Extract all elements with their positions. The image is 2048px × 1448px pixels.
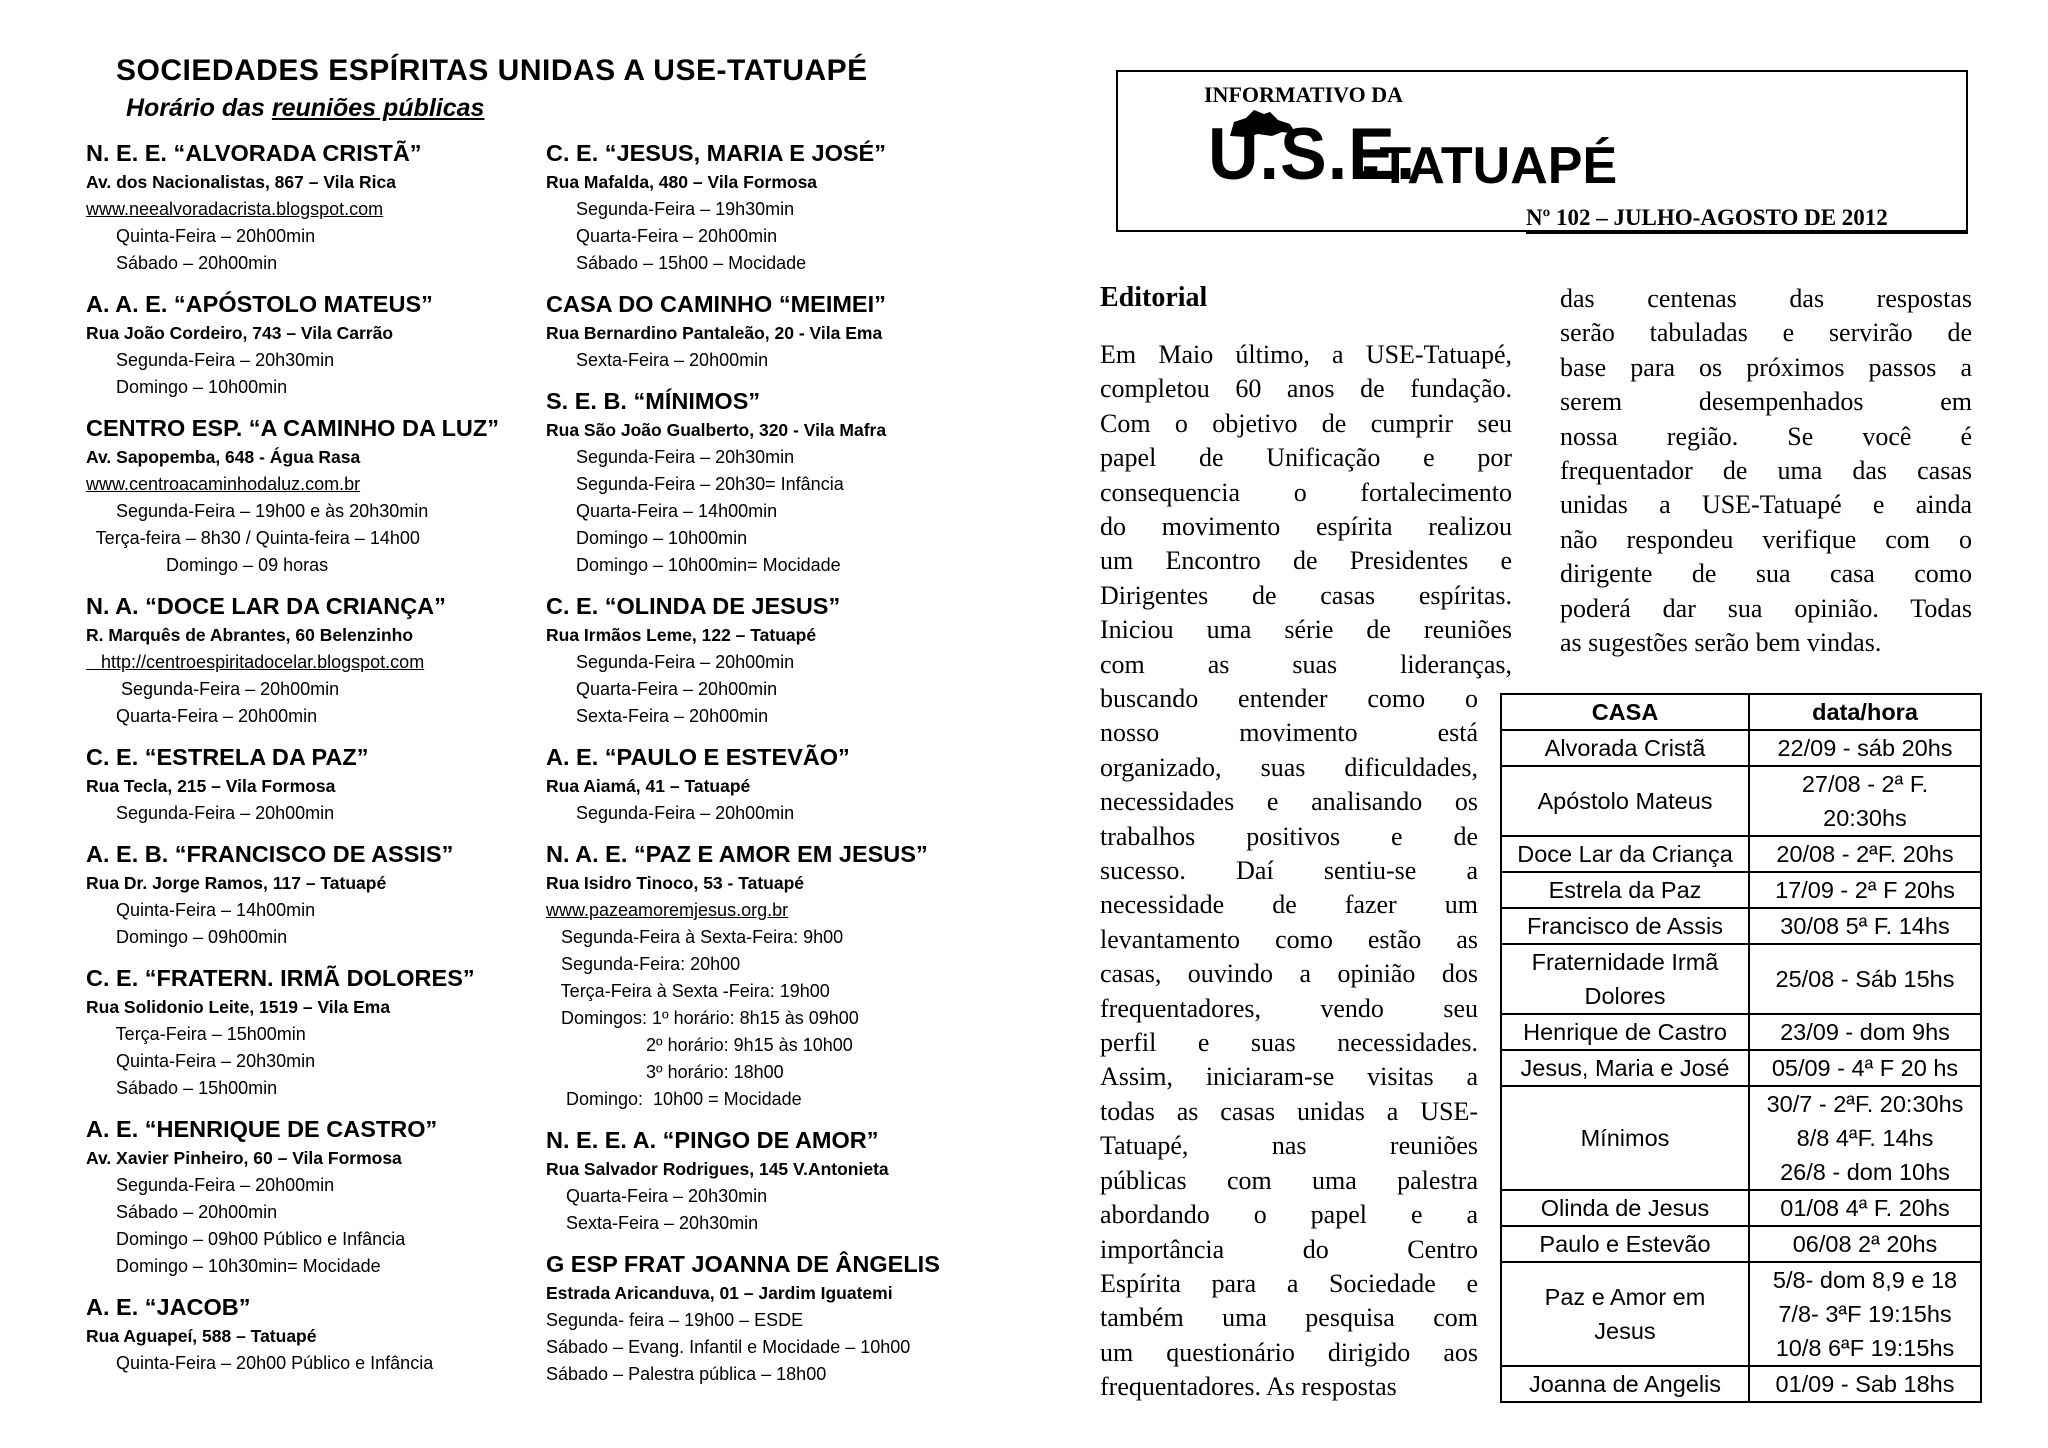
schedule-line: Segunda-Feira – 19h30min [546, 199, 795, 219]
logo-tatuape: -TATUAPÉ [1362, 137, 1618, 195]
table-header-row [1501, 694, 1981, 730]
cell-casa-line: Paz e Amor em [1544, 1284, 1706, 1310]
cell-casa [1501, 872, 1749, 908]
cell-casa-line: Henrique de Castro [1523, 1019, 1727, 1045]
page-subtitle [126, 94, 484, 123]
editorial-line: serão tabuladas e servirão de [1560, 318, 1972, 348]
editorial-line: trabalhos positivos e de [1100, 821, 1478, 851]
cell-data-line: 22/09 - sáb 20hs [1777, 735, 1953, 761]
editorial-line: consequencia o fortalecimento [1100, 477, 1512, 507]
editorial-heading: Editorial [1100, 282, 1208, 313]
editorial-line: Com o objetivo de cumprir seu [1100, 408, 1512, 438]
society-name: C. E. “ESTRELA DA PAZ” [86, 744, 369, 770]
schedule-line: Segunda-Feira: 20h00 [546, 954, 741, 974]
schedule-line: Domingo – 10h00min [86, 377, 288, 397]
society-url: www.pazeamoremjesus.org.br [546, 900, 789, 920]
cell-casa-line: Apóstolo Mateus [1537, 788, 1713, 814]
table-row [1501, 1050, 1981, 1086]
cell-data-line: 23/09 - dom 9hs [1780, 1019, 1950, 1045]
subtitle-prefix: Horário das [126, 94, 272, 122]
cell-data-line: 25/08 - Sáb 15hs [1775, 966, 1955, 992]
schedule-line: Domingo – 09 horas [86, 555, 329, 575]
society-name: N. E. E. A. “PINGO DE AMOR” [546, 1127, 879, 1153]
society-address: Rua Irmãos Leme, 122 – Tatuapé [546, 625, 817, 645]
society-address: Rua São João Gualberto, 320 - Vila Mafra [546, 420, 887, 440]
schedule-line: Quarta-Feira – 20h30min [546, 1186, 768, 1206]
schedule-line: Quinta-Feira – 20h00min [86, 226, 316, 246]
schedule-line: Quinta-Feira – 14h00min [86, 900, 316, 920]
schedule-line: Segunda-Feira – 19h00 e às 20h30min [86, 501, 429, 521]
society-address: Rua Bernardino Pantaleão, 20 - Vila Ema [546, 323, 883, 343]
schedule-line: Quinta-Feira – 20h00 Público e Infância [86, 1353, 434, 1373]
editorial-line: sucesso. Daí sentiu-se a [1100, 856, 1478, 886]
society-address: Av. dos Nacionalistas, 867 – Vila Rica [86, 172, 396, 192]
table-row [1501, 836, 1981, 872]
schedule-line: Sexta-Feira – 20h00min [546, 350, 769, 370]
cell-data-hora [1749, 766, 1981, 836]
logo-use: U.S.E. [1208, 113, 1417, 195]
cell-data-line: 17/09 - 2ª F 20hs [1775, 877, 1955, 903]
cell-casa-line: Joanna de Angelis [1528, 1371, 1722, 1397]
society-entry [546, 839, 1066, 1113]
society-entry [86, 413, 556, 579]
schedule-line: Segunda-Feira – 20h00min [86, 803, 335, 823]
cell-casa-line: Olinda de Jesus [1540, 1195, 1710, 1221]
schedule-line: Quarta-Feira – 20h00min [86, 706, 318, 726]
editorial-line: poderá dar sua opinião. Todas [1560, 593, 1972, 623]
editorial-line: nossa região. Se você é [1560, 421, 1972, 451]
society-entry [546, 386, 1066, 579]
schedule-line: Quarta-Feira – 20h00min [546, 679, 778, 699]
schedule-line: Sexta-Feira – 20h30min [546, 1213, 759, 1233]
cell-casa-line: Dolores [1584, 983, 1666, 1009]
editorial-line: com as suas lideranças, [1100, 649, 1512, 679]
cell-data-hora [1749, 944, 1981, 1014]
editorial-line: Em Maio último, a USE-Tatuapé, [1100, 340, 1512, 369]
table-row [1501, 1190, 1981, 1226]
editorial-line: um Encontro de Presidentes e [1100, 546, 1512, 576]
cell-data-line: 30/08 5ª F. 14hs [1780, 913, 1950, 939]
editorial-line: Assim, iniciaram-se visitas a [1100, 1062, 1478, 1092]
cell-data-hora [1749, 730, 1981, 766]
editorial-line: serem desempenhados em [1560, 387, 1972, 417]
society-entry [86, 289, 556, 401]
editorial-line: públicas com uma palestra [1100, 1165, 1478, 1195]
schedule-line: Domingo – 10h00min [546, 528, 748, 548]
table-row [1501, 908, 1981, 944]
cell-data-hora [1749, 1014, 1981, 1050]
society-address: Rua Solidonio Leite, 1519 – Vila Ema [86, 997, 391, 1017]
editorial-line: do movimento espírita realizou [1100, 512, 1512, 542]
editorial-line: abordando o papel e a [1100, 1200, 1478, 1230]
society-address: Estrada Aricanduva, 01 – Jardim Iguatemi [546, 1283, 893, 1303]
cell-casa-line: Fraternidade Irmã [1531, 949, 1719, 975]
schedule-line: Segunda- feira – 19h00 – ESDE [546, 1310, 804, 1330]
society-entry [546, 1125, 1066, 1237]
schedule-line: Segunda-Feira – 20h00min [86, 679, 340, 699]
society-name: G ESP FRAT JOANNA DE ÂNGELIS [546, 1251, 940, 1277]
society-name: A. E. “JACOB” [86, 1294, 251, 1320]
cell-casa-line: Francisco de Assis [1527, 913, 1723, 939]
society-name: C. E. “FRATERN. IRMÃ DOLORES” [86, 965, 475, 991]
table-row [1501, 872, 1981, 908]
table-row [1501, 1226, 1981, 1262]
society-entry [546, 1249, 1066, 1388]
table-row [1501, 1366, 1981, 1402]
editorial-line: frequentadores. As respostas [1100, 1372, 1397, 1402]
society-entry [86, 138, 556, 277]
society-entry [86, 742, 556, 827]
editorial-line: Tatuapé, nas reuniões [1100, 1131, 1478, 1161]
cell-data-line: 5/8- dom 8,9 e 18 [1772, 1267, 1958, 1293]
society-address: Rua Aguapeí, 588 – Tatuapé [86, 1326, 317, 1346]
table-row [1501, 1262, 1981, 1366]
cell-data-line: 26/8 - dom 10hs [1780, 1159, 1950, 1185]
schedule-line: Segunda-Feira – 20h00min [86, 1175, 335, 1195]
cell-data-hora [1749, 1190, 1981, 1226]
society-address: Av. Sapopemba, 648 - Água Rasa [86, 447, 361, 467]
society-entry [86, 1292, 556, 1377]
editorial-line: também uma pesquisa com [1100, 1303, 1478, 1333]
header-casa: CASA [1501, 694, 1749, 730]
editorial-line: papel de Unificação e por [1100, 443, 1512, 473]
schedule-line: 2º horário: 9h15 às 10h00 [546, 1035, 853, 1055]
cell-casa [1501, 1086, 1749, 1190]
cell-casa [1501, 1262, 1749, 1366]
editorial-line: as sugestões serão bem vindas. [1560, 628, 1882, 658]
society-name: N. A. E. “PAZ E AMOR EM JESUS” [546, 841, 928, 867]
table-body [1501, 730, 1981, 1402]
schedule-line: Segunda-Feira – 20h00min [546, 652, 795, 672]
cell-data-line: 30/7 - 2ªF. 20:30hs [1766, 1091, 1964, 1117]
editorial-line: necessidades e analisando os [1100, 787, 1478, 817]
cell-casa [1501, 1050, 1749, 1086]
schedule-line: Domingo – 09h00min [86, 927, 288, 947]
society-name: S. E. B. “MÍNIMOS” [546, 388, 761, 414]
editorial-line: não respondeu verifique com o [1560, 524, 1972, 554]
editorial-line: dirigente de sua casa como [1560, 559, 1972, 589]
cell-data-hora [1749, 836, 1981, 872]
header-data-hora: data/hora [1749, 694, 1981, 730]
schedule-line: Sábado – 20h00min [86, 253, 278, 273]
cell-casa [1501, 1014, 1749, 1050]
subtitle-underlined: reuniões públicas [271, 94, 485, 122]
page-title: SOCIEDADES ESPÍRITAS UNIDAS A USE-TATUAPÉ [116, 54, 868, 87]
table-row [1501, 1086, 1981, 1190]
schedule-line: Domingo – 09h00 Público e Infância [86, 1229, 406, 1249]
cell-data-line: 01/09 - Sab 18hs [1775, 1371, 1955, 1397]
schedule-line: Segunda-Feira – 20h30= Infância [546, 474, 844, 494]
society-name: C. E. “JESUS, MARIA E JOSÉ” [546, 140, 886, 166]
society-name: A. E. “HENRIQUE DE CASTRO” [86, 1116, 438, 1142]
cell-casa [1501, 908, 1749, 944]
schedule-line: Quarta-Feira – 20h00min [546, 226, 778, 246]
society-entry [546, 591, 1066, 730]
schedule-line: Domingos: 1º horário: 8h15 às 09h00 [546, 1008, 859, 1028]
cell-data-hora [1749, 1050, 1981, 1086]
editorial-line: casas, ouvindo a opinião dos [1100, 959, 1478, 989]
society-entry [546, 289, 1066, 374]
visit-schedule-table [1500, 693, 1982, 1403]
society-url: www.neealvoradacrista.blogspot.com [86, 199, 384, 219]
society-name: N. E. E. “ALVORADA CRISTÃ” [86, 140, 422, 166]
table-row [1501, 766, 1981, 836]
schedule-line: Quarta-Feira – 14h00min [546, 501, 778, 521]
editorial-line: buscando entender como o [1100, 684, 1478, 713]
society-entry [86, 1114, 556, 1280]
editorial-line: levantamento como estão as [1100, 924, 1478, 954]
society-address: Rua Mafalda, 480 – Vila Formosa [546, 172, 818, 192]
schedule-line: Terça-feira – 8h30 / Quinta-feira – 14h00 [86, 528, 420, 548]
editorial-line: necessidade de fazer um [1100, 890, 1478, 920]
cell-data-line: 06/08 2ª 20hs [1792, 1231, 1938, 1257]
editorial-line: Dirigentes de casas espíritas. [1100, 580, 1512, 610]
editorial-line: das centenas das respostas [1560, 284, 1972, 313]
cell-data-hora [1749, 1262, 1981, 1366]
editorial-text-right [1560, 282, 1972, 660]
cell-data-line: 20:30hs [1823, 805, 1907, 831]
society-address: R. Marquês de Abrantes, 60 Belenzinho [86, 625, 414, 645]
society-name: CENTRO ESP. “A CAMINHO DA LUZ” [86, 415, 500, 441]
table-row [1501, 944, 1981, 1014]
cell-casa [1501, 836, 1749, 872]
table-row [1501, 1014, 1981, 1050]
editorial-line: Iniciou uma série de reuniões [1100, 615, 1512, 645]
issue-underline [1526, 232, 1968, 234]
society-list-column-2 [546, 138, 1066, 1400]
cell-casa-line: Paulo e Estevão [1539, 1231, 1711, 1257]
society-address: Rua João Cordeiro, 743 – Vila Carrão [86, 323, 394, 343]
cell-data-hora [1749, 908, 1981, 944]
cell-casa-line: Jesus, Maria e José [1520, 1055, 1730, 1081]
schedule-line: Sábado – Evang. Infantil e Mocidade – 10h00 [546, 1337, 911, 1357]
editorial-line: unidas a USE-Tatuapé e ainda [1560, 490, 1972, 520]
cell-casa [1501, 730, 1749, 766]
society-address: Rua Dr. Jorge Ramos, 117 – Tatuapé [86, 873, 387, 893]
society-entry [546, 742, 1066, 827]
editorial-line: base para os próximos passos a [1560, 352, 1972, 382]
cell-casa-line: Jesus [1594, 1318, 1656, 1344]
cell-data-line: 20/08 - 2ªF. 20hs [1776, 841, 1954, 867]
editorial-line: um questionário dirigido aos [1100, 1337, 1478, 1367]
society-url: www.centroacaminhodaluz.com.br [86, 474, 361, 494]
cell-casa-line: Estrela da Paz [1548, 877, 1702, 903]
schedule-line: Domingo – 10h30min= Mocidade [86, 1256, 381, 1276]
editorial-line: Espírita para a Sociedade e [1100, 1268, 1478, 1298]
cell-data-line: 8/8 4ªF. 14hs [1796, 1125, 1934, 1151]
schedule-line: Terça-Feira à Sexta -Feira: 19h00 [546, 981, 830, 1001]
editorial-line: frequentadores, vendo seu [1100, 993, 1478, 1023]
cell-data-line: 01/08 4ª F. 20hs [1780, 1195, 1950, 1221]
schedule-line: Sábado – Palestra pública – 18h00 [546, 1364, 827, 1384]
schedule-line: Sábado – 15h00 – Mocidade [546, 253, 807, 273]
editorial-text-b [1100, 682, 1478, 1405]
issue-number: Nº 102 – JULHO-AGOSTO DE 2012 [1526, 205, 1888, 230]
schedule-line: Quinta-Feira – 20h30min [86, 1051, 316, 1071]
editorial-line: organizado, suas dificuldades, [1100, 752, 1478, 782]
schedule-line: Segunda-Feira à Sexta-Feira: 9h00 [546, 927, 844, 947]
schedule-line: Segunda-Feira – 20h30min [546, 447, 795, 467]
cell-casa [1501, 944, 1749, 1014]
schedule-line: Domingo – 10h00min= Mocidade [546, 555, 841, 575]
society-name: N. A. “DOCE LAR DA CRIANÇA” [86, 593, 446, 619]
society-name: A. A. E. “APÓSTOLO MATEUS” [86, 291, 433, 317]
society-address: Rua Salvador Rodrigues, 145 V.Antonieta [546, 1159, 889, 1179]
society-entry [86, 963, 556, 1102]
society-address: Rua Isidro Tinoco, 53 - Tatuapé [546, 873, 805, 893]
schedule-line: Domingo: 10h00 = Mocidade [546, 1089, 802, 1109]
schedule-line: Sexta-Feira – 20h00min [546, 706, 769, 726]
table-row [1501, 730, 1981, 766]
society-name: A. E. “PAULO E ESTEVÃO” [546, 744, 850, 770]
cell-casa [1501, 1226, 1749, 1262]
cell-casa [1501, 1190, 1749, 1226]
cell-data-line: 05/09 - 4ª F 20 hs [1771, 1055, 1959, 1081]
schedule-line: Sábado – 20h00min [86, 1202, 278, 1222]
cell-casa-line: Alvorada Cristã [1544, 735, 1706, 761]
cell-data-hora [1749, 1366, 1981, 1402]
editorial-line: todas as casas unidas a USE- [1100, 1096, 1478, 1126]
schedule-line: 3º horário: 18h00 [546, 1062, 784, 1082]
editorial-line: completou 60 anos de fundação. [1100, 374, 1512, 404]
society-address: Av. Xavier Pinheiro, 60 – Vila Formosa [86, 1148, 402, 1168]
society-address: Rua Tecla, 215 – Vila Formosa [86, 776, 336, 796]
cell-data-line: 27/08 - 2ª F. [1801, 771, 1929, 797]
society-list-column-1 [86, 138, 556, 1389]
cell-casa-line: Mínimos [1580, 1125, 1670, 1151]
schedule-line: Segunda-Feira – 20h30min [86, 350, 335, 370]
schedule-line: Segunda-Feira – 20h00min [546, 803, 795, 823]
cell-data-hora [1749, 872, 1981, 908]
society-name: C. E. “OLINDA DE JESUS” [546, 593, 841, 619]
society-url: http://centroespiritadocelar.blogspot.com [86, 652, 425, 672]
society-name: CASA DO CAMINHO “MEIMEI” [546, 291, 886, 317]
cell-data-line: 10/8 6ªF 19:15hs [1775, 1335, 1955, 1361]
society-entry [86, 591, 556, 730]
cell-casa-line: Doce Lar da Criança [1517, 841, 1733, 867]
cell-casa [1501, 766, 1749, 836]
cell-data-hora [1749, 1226, 1981, 1262]
society-entry [86, 839, 556, 951]
editorial-line: nosso movimento está [1100, 718, 1478, 748]
header-informativo: INFORMATIVO DA [1204, 82, 1403, 107]
cell-data-hora [1749, 1086, 1981, 1190]
society-address: Rua Aiamá, 41 – Tatuapé [546, 776, 751, 796]
editorial-text-a [1100, 338, 1512, 682]
editorial-line: perfil e suas necessidades. [1100, 1028, 1478, 1058]
schedule-line: Terça-Feira – 15h00min [86, 1024, 306, 1044]
society-name: A. E. B. “FRANCISCO DE ASSIS” [86, 841, 454, 867]
society-entry [546, 138, 1066, 277]
schedule-line: Sábado – 15h00min [86, 1078, 278, 1098]
editorial-line: frequentador de uma das casas [1560, 456, 1972, 486]
cell-casa [1501, 1366, 1749, 1402]
editorial-line: importância do Centro [1100, 1234, 1478, 1264]
cell-data-line: 7/8- 3ªF 19:15hs [1778, 1301, 1952, 1327]
